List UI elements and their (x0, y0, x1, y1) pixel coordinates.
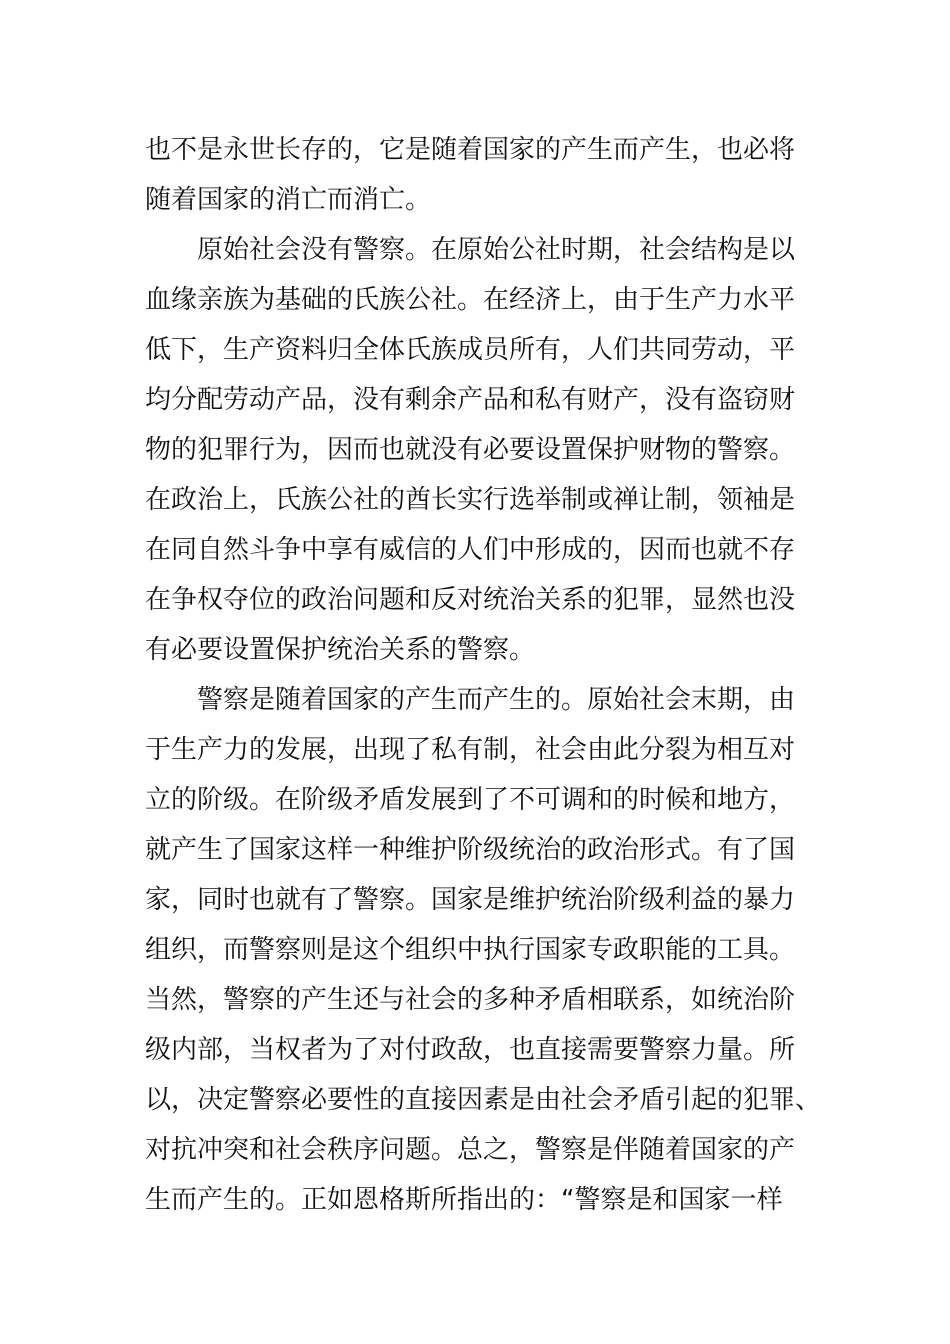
text-line: 以，决定警察必要性的直接因素是由社会矛盾引起的犯罪、 (145, 1085, 822, 1115)
text-line: 于生产力的发展，出现了私有制，社会由此分裂为相互对 (145, 735, 796, 765)
body-text (145, 125, 825, 1225)
text-line: 级内部，当权者为了对付政敌，也直接需要警察力量。所 (145, 1035, 796, 1065)
text-line: 家，同时也就有了警察。国家是维护统治阶级利益的暴力 (145, 885, 796, 915)
text-line: 立的阶级。在阶级矛盾发展到了不可调和的时候和地方， (145, 785, 796, 815)
paragraph-start-line: 原始社会没有警察。在原始公社时期，社会结构是以 (197, 235, 796, 265)
paragraph-start-line: 警察是随着国家的产生而产生的。原始社会末期，由 (197, 685, 796, 715)
text-line: 也不是永世长存的，它是随着国家的产生而产生，也必将 (145, 135, 796, 165)
text-line: 生而产生的。正如恩格斯所指出的：“警察是和国家一样 (145, 1185, 783, 1215)
text-line: 在政治上，氏族公社的酋长实行选举制或禅让制，领袖是 (145, 485, 796, 515)
text-line: 在同自然斗争中享有威信的人们中形成的，因而也就不存 (145, 535, 796, 565)
text-line: 对抗冲突和社会秩序问题。总之，警察是伴随着国家的产 (145, 1135, 796, 1165)
text-line: 随着国家的消亡而消亡。 (145, 185, 432, 215)
text-line: 物的犯罪行为，因而也就没有必要设置保护财物的警察。 (145, 435, 796, 465)
text-line: 在争权夺位的政治问题和反对统治关系的犯罪，显然也没 (145, 585, 796, 615)
text-line: 有必要设置保护统治关系的警察。 (145, 635, 536, 665)
text-line: 低下，生产资料归全体氏族成员所有，人们共同劳动，平 (145, 335, 796, 365)
text-line: 均分配劳动产品，没有剩余产品和私有财产，没有盗窃财 (145, 385, 796, 415)
text-line: 就产生了国家这样一种维护阶级统治的政治形式。有了国 (145, 835, 796, 865)
text-line: 组织，而警察则是这个组织中执行国家专政职能的工具。 (145, 935, 796, 965)
text-line: 当然，警察的产生还与社会的多种矛盾相联系，如统治阶 (145, 985, 796, 1015)
text-line: 血缘亲族为基础的氏族公社。在经济上，由于生产力水平 (145, 285, 796, 315)
